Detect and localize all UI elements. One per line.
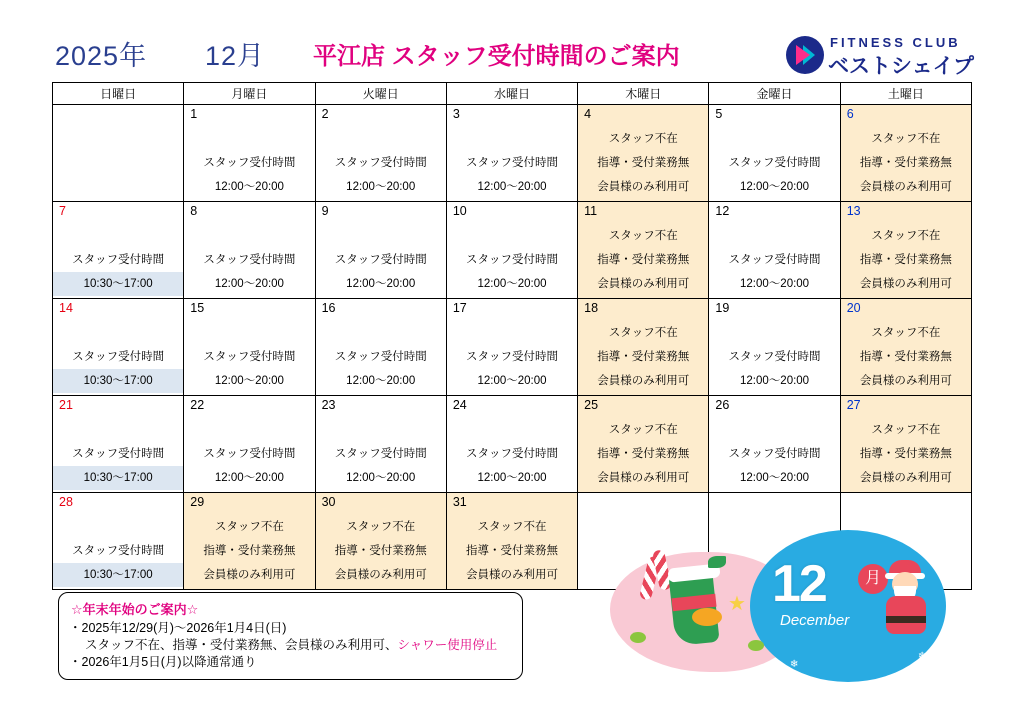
ribbon-bow-icon bbox=[692, 608, 722, 626]
calendar-cell-day-3 bbox=[446, 105, 577, 202]
label-reception: スタッフ受付時間 bbox=[203, 157, 296, 169]
day-number: 12 bbox=[715, 204, 730, 218]
day-content bbox=[316, 224, 446, 298]
status-members-only: 会員様のみ利用可 bbox=[841, 369, 971, 393]
spacer bbox=[53, 515, 183, 539]
dow-saturday: 土曜日 bbox=[840, 83, 971, 105]
header-year: 2025年 bbox=[55, 41, 148, 71]
hours-value: 12:00～20:00 bbox=[346, 375, 416, 387]
day-content bbox=[53, 321, 183, 395]
calendar-cell-day-28 bbox=[53, 493, 184, 590]
day-number: 2 bbox=[321, 107, 329, 121]
holly-leaf-icon bbox=[708, 556, 726, 568]
day-content bbox=[184, 127, 314, 201]
status-absent: スタッフ不在 bbox=[578, 127, 708, 151]
status-members-only: 会員様のみ利用可 bbox=[447, 563, 577, 587]
hours-value: 12:00～20:00 bbox=[214, 472, 284, 484]
santa-body-icon bbox=[886, 596, 926, 634]
calendar-cell-day-18 bbox=[578, 299, 709, 396]
spacer bbox=[447, 224, 577, 248]
label-reception: スタッフ受付時間 bbox=[334, 448, 427, 460]
day-number: 20 bbox=[846, 301, 861, 315]
day-number: 7 bbox=[59, 204, 66, 218]
snow-dot-icon-3: ❄ bbox=[790, 659, 799, 670]
spacer bbox=[447, 127, 577, 151]
status-members-only: 会員様のみ利用可 bbox=[578, 272, 708, 296]
calendar-cell-day-24 bbox=[446, 396, 577, 493]
day-content bbox=[841, 224, 971, 298]
day-number: 5 bbox=[715, 107, 723, 121]
day-number: 17 bbox=[452, 301, 467, 315]
page-header bbox=[0, 34, 1024, 78]
calendar-cell-day-31 bbox=[446, 493, 577, 590]
label-reception: スタッフ受付時間 bbox=[334, 351, 427, 363]
calendar-cell-day-20 bbox=[840, 299, 971, 396]
day-content bbox=[578, 418, 708, 492]
calendar-cell-day-11 bbox=[578, 202, 709, 299]
label-reception: スタッフ受付時間 bbox=[203, 448, 296, 460]
status-no-service: 指導・受付業務無 bbox=[841, 151, 971, 175]
hours-value: 10:30～17:00 bbox=[53, 272, 183, 296]
notice-line-2 bbox=[69, 637, 512, 654]
status-members-only: 会員様のみ利用可 bbox=[578, 175, 708, 199]
notice-line-3: ・2026年1月5日(月)以降通常通り bbox=[69, 655, 257, 669]
spacer bbox=[447, 321, 577, 345]
spacer bbox=[53, 224, 183, 248]
day-content bbox=[447, 321, 577, 395]
day-content bbox=[447, 418, 577, 492]
day-number: 24 bbox=[452, 398, 467, 412]
label-reception: スタッフ受付時間 bbox=[465, 351, 558, 363]
day-content bbox=[184, 515, 314, 589]
day-number: 19 bbox=[715, 301, 730, 315]
calendar-cell-day-27 bbox=[840, 396, 971, 493]
day-content bbox=[709, 127, 839, 201]
day-content bbox=[53, 418, 183, 492]
spacer bbox=[184, 224, 314, 248]
label-reception: スタッフ受付時間 bbox=[203, 351, 296, 363]
hours-value: 12:00～20:00 bbox=[740, 472, 810, 484]
spacer bbox=[447, 418, 577, 442]
status-absent: スタッフ不在 bbox=[841, 418, 971, 442]
spacer bbox=[316, 321, 446, 345]
status-no-service: 指導・受付業務無 bbox=[841, 442, 971, 466]
calendar-cell-day-30 bbox=[315, 493, 446, 590]
status-absent: スタッフ不在 bbox=[184, 515, 314, 539]
calendar-header-row bbox=[53, 83, 972, 105]
status-no-service: 指導・受付業務無 bbox=[578, 345, 708, 369]
calendar-cell-day-6 bbox=[840, 105, 971, 202]
day-content bbox=[184, 321, 314, 395]
day-content bbox=[184, 418, 314, 492]
label-reception: スタッフ受付時間 bbox=[728, 448, 821, 460]
calendar-cell-day-5 bbox=[709, 105, 840, 202]
day-number: 29 bbox=[190, 495, 205, 509]
notice-line-2-plain: スタッフ不在、指導・受付業務無、会員様のみ利用可、 bbox=[85, 638, 398, 652]
status-members-only: 会員様のみ利用可 bbox=[578, 466, 708, 490]
calendar-cell-day-25 bbox=[578, 396, 709, 493]
year-end-notice bbox=[58, 592, 523, 680]
status-absent: スタッフ不在 bbox=[841, 127, 971, 151]
hours-value: 12:00～20:00 bbox=[214, 278, 284, 290]
spacer bbox=[184, 127, 314, 151]
dow-wednesday: 水曜日 bbox=[446, 83, 577, 105]
day-number: 1 bbox=[190, 107, 198, 121]
day-content bbox=[316, 418, 446, 492]
day-content bbox=[53, 515, 183, 589]
candy-dot-icon bbox=[630, 632, 646, 643]
day-number: 27 bbox=[846, 398, 861, 412]
status-no-service: 指導・受付業務無 bbox=[447, 539, 577, 563]
day-number: 4 bbox=[584, 107, 592, 121]
day-number: 3 bbox=[452, 107, 460, 121]
calendar-cell-day-2 bbox=[315, 105, 446, 202]
calendar-cell-day-22 bbox=[184, 396, 315, 493]
logo-top-text: FITNESS CLUB bbox=[830, 35, 961, 50]
label-reception: スタッフ受付時間 bbox=[203, 254, 296, 266]
snow-dot-icon-2: ❄ bbox=[930, 555, 939, 566]
day-number: 10 bbox=[452, 204, 467, 218]
month-english-label: December bbox=[780, 612, 850, 629]
schedule-calendar bbox=[52, 82, 972, 590]
day-number: 28 bbox=[59, 495, 73, 509]
calendar-cell-day-12 bbox=[709, 202, 840, 299]
status-no-service: 指導・受付業務無 bbox=[578, 248, 708, 272]
calendar-cell-day-16 bbox=[315, 299, 446, 396]
spacer bbox=[53, 321, 183, 345]
day-content bbox=[447, 224, 577, 298]
day-content bbox=[53, 224, 183, 298]
day-content bbox=[447, 515, 577, 589]
dow-tuesday: 火曜日 bbox=[315, 83, 446, 105]
hours-value: 12:00～20:00 bbox=[740, 278, 810, 290]
status-no-service: 指導・受付業務無 bbox=[841, 248, 971, 272]
day-number: 14 bbox=[59, 301, 73, 315]
header-month: 12月 bbox=[205, 41, 266, 71]
status-no-service: 指導・受付業務無 bbox=[184, 539, 314, 563]
day-number: 18 bbox=[584, 301, 599, 315]
hours-value: 12:00～20:00 bbox=[214, 181, 284, 193]
day-content bbox=[709, 224, 839, 298]
day-content bbox=[316, 321, 446, 395]
calendar-cell-day-10 bbox=[446, 202, 577, 299]
label-reception: スタッフ受付時間 bbox=[334, 157, 427, 169]
hours-value: 12:00～20:00 bbox=[346, 278, 416, 290]
dow-sunday: 日曜日 bbox=[53, 83, 184, 105]
status-members-only: 会員様のみ利用可 bbox=[841, 175, 971, 199]
label-reception: スタッフ受付時間 bbox=[72, 254, 165, 266]
day-number: 25 bbox=[584, 398, 599, 412]
day-number: 22 bbox=[190, 398, 205, 412]
spacer bbox=[316, 224, 446, 248]
calendar-cell-day-26 bbox=[709, 396, 840, 493]
day-content bbox=[841, 127, 971, 201]
spacer bbox=[316, 127, 446, 151]
hours-value: 10:30～17:00 bbox=[53, 466, 183, 490]
status-members-only: 会員様のみ利用可 bbox=[184, 563, 314, 587]
status-absent: スタッフ不在 bbox=[447, 515, 577, 539]
calendar-week-row bbox=[53, 299, 972, 396]
day-content bbox=[578, 127, 708, 201]
label-reception: スタッフ受付時間 bbox=[728, 351, 821, 363]
day-content bbox=[578, 321, 708, 395]
label-reception: スタッフ受付時間 bbox=[72, 351, 165, 363]
label-reception: スタッフ受付時間 bbox=[728, 254, 821, 266]
calendar-body bbox=[53, 105, 972, 590]
star-icon: ★ bbox=[728, 593, 746, 615]
day-number: 11 bbox=[584, 204, 598, 218]
logo-bottom-text: ベストシェイプ bbox=[828, 55, 974, 78]
calendar-week-row bbox=[53, 105, 972, 202]
hours-value: 12:00～20:00 bbox=[346, 472, 416, 484]
status-no-service: 指導・受付業務無 bbox=[578, 442, 708, 466]
spacer bbox=[316, 418, 446, 442]
day-number: 6 bbox=[846, 107, 854, 121]
day-number: 21 bbox=[59, 398, 73, 412]
status-no-service: 指導・受付業務無 bbox=[316, 539, 446, 563]
hours-value: 12:00～20:00 bbox=[740, 181, 810, 193]
day-number: 13 bbox=[846, 204, 861, 218]
logo-mark-icon bbox=[786, 36, 824, 74]
status-absent: スタッフ不在 bbox=[578, 224, 708, 248]
day-number: 26 bbox=[715, 398, 730, 412]
hours-value: 12:00～20:00 bbox=[214, 375, 284, 387]
notice-title: ☆年末年始のご案内☆ bbox=[71, 602, 199, 617]
spacer bbox=[709, 127, 839, 151]
label-reception: スタッフ受付時間 bbox=[72, 448, 165, 460]
calendar-cell-day-29 bbox=[184, 493, 315, 590]
day-number: 23 bbox=[321, 398, 336, 412]
notice-line-2-highlight: シャワー使用停止 bbox=[397, 638, 498, 652]
day-content bbox=[316, 127, 446, 201]
status-absent: スタッフ不在 bbox=[578, 321, 708, 345]
notice-line-1: ・2025年12/29(月)～2026年1月4日(日) bbox=[69, 621, 287, 635]
calendar-cell-day-7 bbox=[53, 202, 184, 299]
hours-value: 12:00～20:00 bbox=[477, 375, 547, 387]
hours-value: 12:00～20:00 bbox=[477, 181, 547, 193]
hours-value: 12:00～20:00 bbox=[477, 472, 547, 484]
candy-dot-icon-2 bbox=[748, 640, 764, 651]
spacer bbox=[709, 224, 839, 248]
day-number: 30 bbox=[321, 495, 336, 509]
santa-belt-icon bbox=[886, 616, 926, 623]
page-title: 平江店 スタッフ受付時間のご案内 bbox=[313, 43, 680, 70]
calendar-cell-empty bbox=[53, 105, 184, 202]
month-number-badge: 12 bbox=[772, 555, 826, 613]
hours-value: 12:00～20:00 bbox=[740, 375, 810, 387]
day-content bbox=[841, 321, 971, 395]
label-reception: スタッフ受付時間 bbox=[334, 254, 427, 266]
dow-monday: 月曜日 bbox=[184, 83, 315, 105]
day-content bbox=[841, 418, 971, 492]
month-kanji-badge: 月 bbox=[858, 564, 888, 594]
status-absent: スタッフ不在 bbox=[316, 515, 446, 539]
status-absent: スタッフ不在 bbox=[841, 321, 971, 345]
dow-friday: 金曜日 bbox=[709, 83, 840, 105]
dow-thursday: 木曜日 bbox=[578, 83, 709, 105]
hours-value: 10:30～17:00 bbox=[53, 563, 183, 587]
status-no-service: 指導・受付業務無 bbox=[578, 151, 708, 175]
december-illustration bbox=[600, 520, 960, 700]
day-content bbox=[447, 127, 577, 201]
snow-dot-icon-4: ❄ bbox=[918, 651, 927, 662]
label-reception: スタッフ受付時間 bbox=[465, 448, 558, 460]
day-number: 31 bbox=[452, 495, 467, 509]
spacer bbox=[709, 321, 839, 345]
label-reception: スタッフ受付時間 bbox=[72, 545, 165, 557]
status-absent: スタッフ不在 bbox=[578, 418, 708, 442]
snow-dot-icon: ❄ bbox=[770, 541, 779, 552]
spacer bbox=[184, 418, 314, 442]
spacer bbox=[53, 418, 183, 442]
status-members-only: 会員様のみ利用可 bbox=[841, 272, 971, 296]
calendar-cell-day-8 bbox=[184, 202, 315, 299]
status-members-only: 会員様のみ利用可 bbox=[316, 563, 446, 587]
status-no-service: 指導・受付業務無 bbox=[841, 345, 971, 369]
status-members-only: 会員様のみ利用可 bbox=[841, 466, 971, 490]
spacer bbox=[709, 418, 839, 442]
calendar-cell-day-1 bbox=[184, 105, 315, 202]
brand-logo bbox=[786, 32, 986, 78]
calendar-cell-day-14 bbox=[53, 299, 184, 396]
day-number: 9 bbox=[321, 204, 329, 218]
calendar-cell-day-17 bbox=[446, 299, 577, 396]
calendar-week-row bbox=[53, 202, 972, 299]
calendar-cell-day-4 bbox=[578, 105, 709, 202]
status-members-only: 会員様のみ利用可 bbox=[578, 369, 708, 393]
label-reception: スタッフ受付時間 bbox=[465, 157, 558, 169]
day-content bbox=[709, 418, 839, 492]
calendar-cell-day-19 bbox=[709, 299, 840, 396]
day-number: 8 bbox=[190, 204, 198, 218]
day-content bbox=[316, 515, 446, 589]
calendar-week-row bbox=[53, 396, 972, 493]
day-content bbox=[709, 321, 839, 395]
label-reception: スタッフ受付時間 bbox=[728, 157, 821, 169]
day-content bbox=[578, 224, 708, 298]
label-reception: スタッフ受付時間 bbox=[465, 254, 558, 266]
hours-value: 12:00～20:00 bbox=[477, 278, 547, 290]
hours-value: 12:00～20:00 bbox=[346, 181, 416, 193]
calendar-cell-day-21 bbox=[53, 396, 184, 493]
day-number: 16 bbox=[321, 301, 336, 315]
calendar-cell-day-23 bbox=[315, 396, 446, 493]
spacer bbox=[184, 321, 314, 345]
calendar-cell-day-13 bbox=[840, 202, 971, 299]
calendar-cell-day-9 bbox=[315, 202, 446, 299]
hours-value: 10:30～17:00 bbox=[53, 369, 183, 393]
calendar-cell-day-15 bbox=[184, 299, 315, 396]
status-absent: スタッフ不在 bbox=[841, 224, 971, 248]
day-number: 15 bbox=[190, 301, 205, 315]
day-content bbox=[184, 224, 314, 298]
